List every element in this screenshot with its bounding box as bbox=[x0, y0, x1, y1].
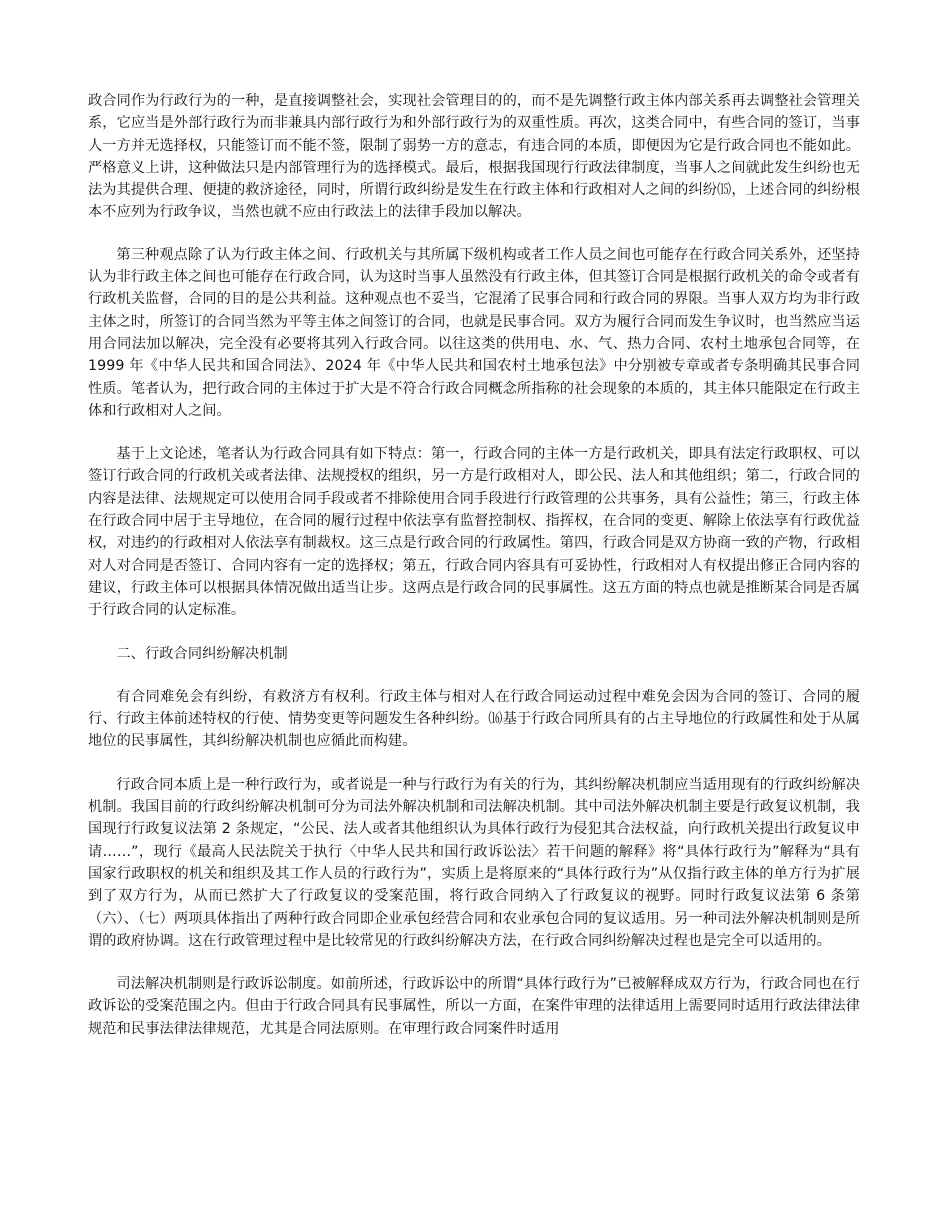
paragraph-characteristics: 基于上文论述，笔者认为行政合同具有如下特点：第一，行政合同的主体一方是行政机关，即具有法定行政职权、可以签订行政合同的行政机关或者法律、法规授权的组织，另一方是行政相对人，即公民、法人和其他组织；第二，行政合同的内容是法律、法规规定可以使用合同手段或者不排除使用合同手段进行行政管理的公共事务，具有公益性；第三，行政主体在行政合同中居于主导地位，在合同的履行过程中依法享有监督控制权、指挥权，在合同的变更、解除上依法享有行政优益权，对违约的行政相对人依法享有制裁权。这三点是行政合同的行政属性。第四，行政合同是双方协商一致的产物，行政相对人对合同是否签订、合同内容有一定的选择权；第五，行政合同内容具有可妥协性，行政相对人有权提出修正合同内容的建议，行政主体可以根据具体情况做出适当让步。这两点是行政合同的民事属性。这五方面的特点也就是推断某合同是否属于行政合同的认定标准。 bbox=[88, 446, 860, 619]
paragraph-judicial-mechanism: 司法解决机制则是行政诉讼制度。如前所述，行政诉讼中的所谓“具体行政行为”已被解释成双方行为，行政合同也在行政诉讼的受案范围之内。但由于行政合同具有民事属性，所以一方面，在案件审理的法律适用上需要同时适用行政法律法律规范和民事法律法律规范，尤其是合同法原则。在审理行政合同案件时适用 bbox=[88, 976, 860, 1037]
paragraph-administrative-mechanism: 行政合同本质上是一种行政行为，或者说是一种与行政行为有关的行为，其纠纷解决机制应当适用现有的行政纠纷解决机制。我国目前的行政纠纷解决机制可分为司法外解决机制和司法解决机制。其中司法外解决机制主要是行政复议机制，我国现行行政复议法第 2 条规定，“公民、法人或者其他组织认为具体行政行为侵犯其合法权益，向行政机关提出行政复议申请……”，现行《最高人民法院关于执行〈中华人民共和国行政诉讼法〉若干问题的解释》将“具体行政行为”解释为“具有国家行政职权的机关和组织及其工作人员的行政行为”，实质上是将原来的“具体行政行为”从仅指行政主体的单方行为扩展到了双方行为，从而已然扩大了行政复议的受案范围，将行政合同纳入了行政复议的视野。同时行政复议法第 6 条第（六）、（七）两项具体指出了两种行政合同即企业承包经营合同和农业承包合同的复议适用。另一种司法外解决机制则是所谓的政府协调。这在行政管理过程中是比较常见的行政纠纷解决方法，在行政合同纠纷解决过程也是完全可以适用的。 bbox=[88, 776, 860, 949]
paragraph-third-view: 第三种观点除了认为行政主体之间、行政机关与其所属下级机构或者工作人员之间也可能存在行政合同关系外，还坚持认为非行政主体之间也可能存在行政合同，认为这时当事人虽然没有行政主体，但其签订合同是根据行政机关的命令或者有行政机关监督，合同的目的是公共利益。这种观点也不妥当，它混淆了民事合同和行政合同的界限。当事人双方均为非行政主体之时，所签订的合同当然为平等主体之间签订的合同，也就是民事合同。双方为履行合同而发生争议时，也当然应当运用合同法加以解决，完全没有必要将其列入行政合同。以往这类的供用电、水、气、热力合同、农村土地承包合同等，在 1999 年《中华人民共和国合同法》、2024 年《中华人民共和国农村土地承包法》中分别被专章或者专条明确其民事合同性质。笔者认为，把行政合同的主体过于扩大是不符合行政合同概念所指称的社会现象的本质的，其主体只能限定在行政主体和行政相对人之间。 bbox=[88, 246, 860, 419]
document-page bbox=[88, 90, 860, 1061]
section-heading: 二、行政合同纠纷解决机制 bbox=[116, 645, 288, 662]
paragraph-dispute-intro: 有合同难免会有纠纷，有救济方有权利。行政主体与相对人在行政合同运动过程中难免会因为合同的签订、合同的履行、行政主体前述特权的行使、情势变更等问题发生各种纠纷。⒃基于行政合同所具有的占主导地位的行政属性和处于从属地位的民事属性，其纠纷解决机制也应循此而构建。 bbox=[88, 688, 860, 750]
paragraph-continuation: 政合同作为行政行为的一种，是直接调整社会，实现社会管理目的的，而不是先调整行政主体内部关系再去调整社会管理关系，它应当是外部行政行为而非兼具内部行政行为和外部行政行为的双重性质。再次，这类合同中，有些合同的签订，当事人一方并无选择权，只能签订而不能不签，限制了弱势一方的意志，有违合同的本质，即便因为它是行政合同也不能如此。严格意义上讲，这种做法只是内部管理行为的选择模式。最后，根据我国现行行政法律制度，当事人之间就此发生纠纷也无法为其提供合理、便捷的救济途径，同时，所谓行政纠纷是发生在行政主体和行政相对人之间的纠纷⒂，上述合同的纠纷根本不应列为行政争议，当然也就不应由行政法上的法律手段加以解决。 bbox=[88, 93, 860, 221]
